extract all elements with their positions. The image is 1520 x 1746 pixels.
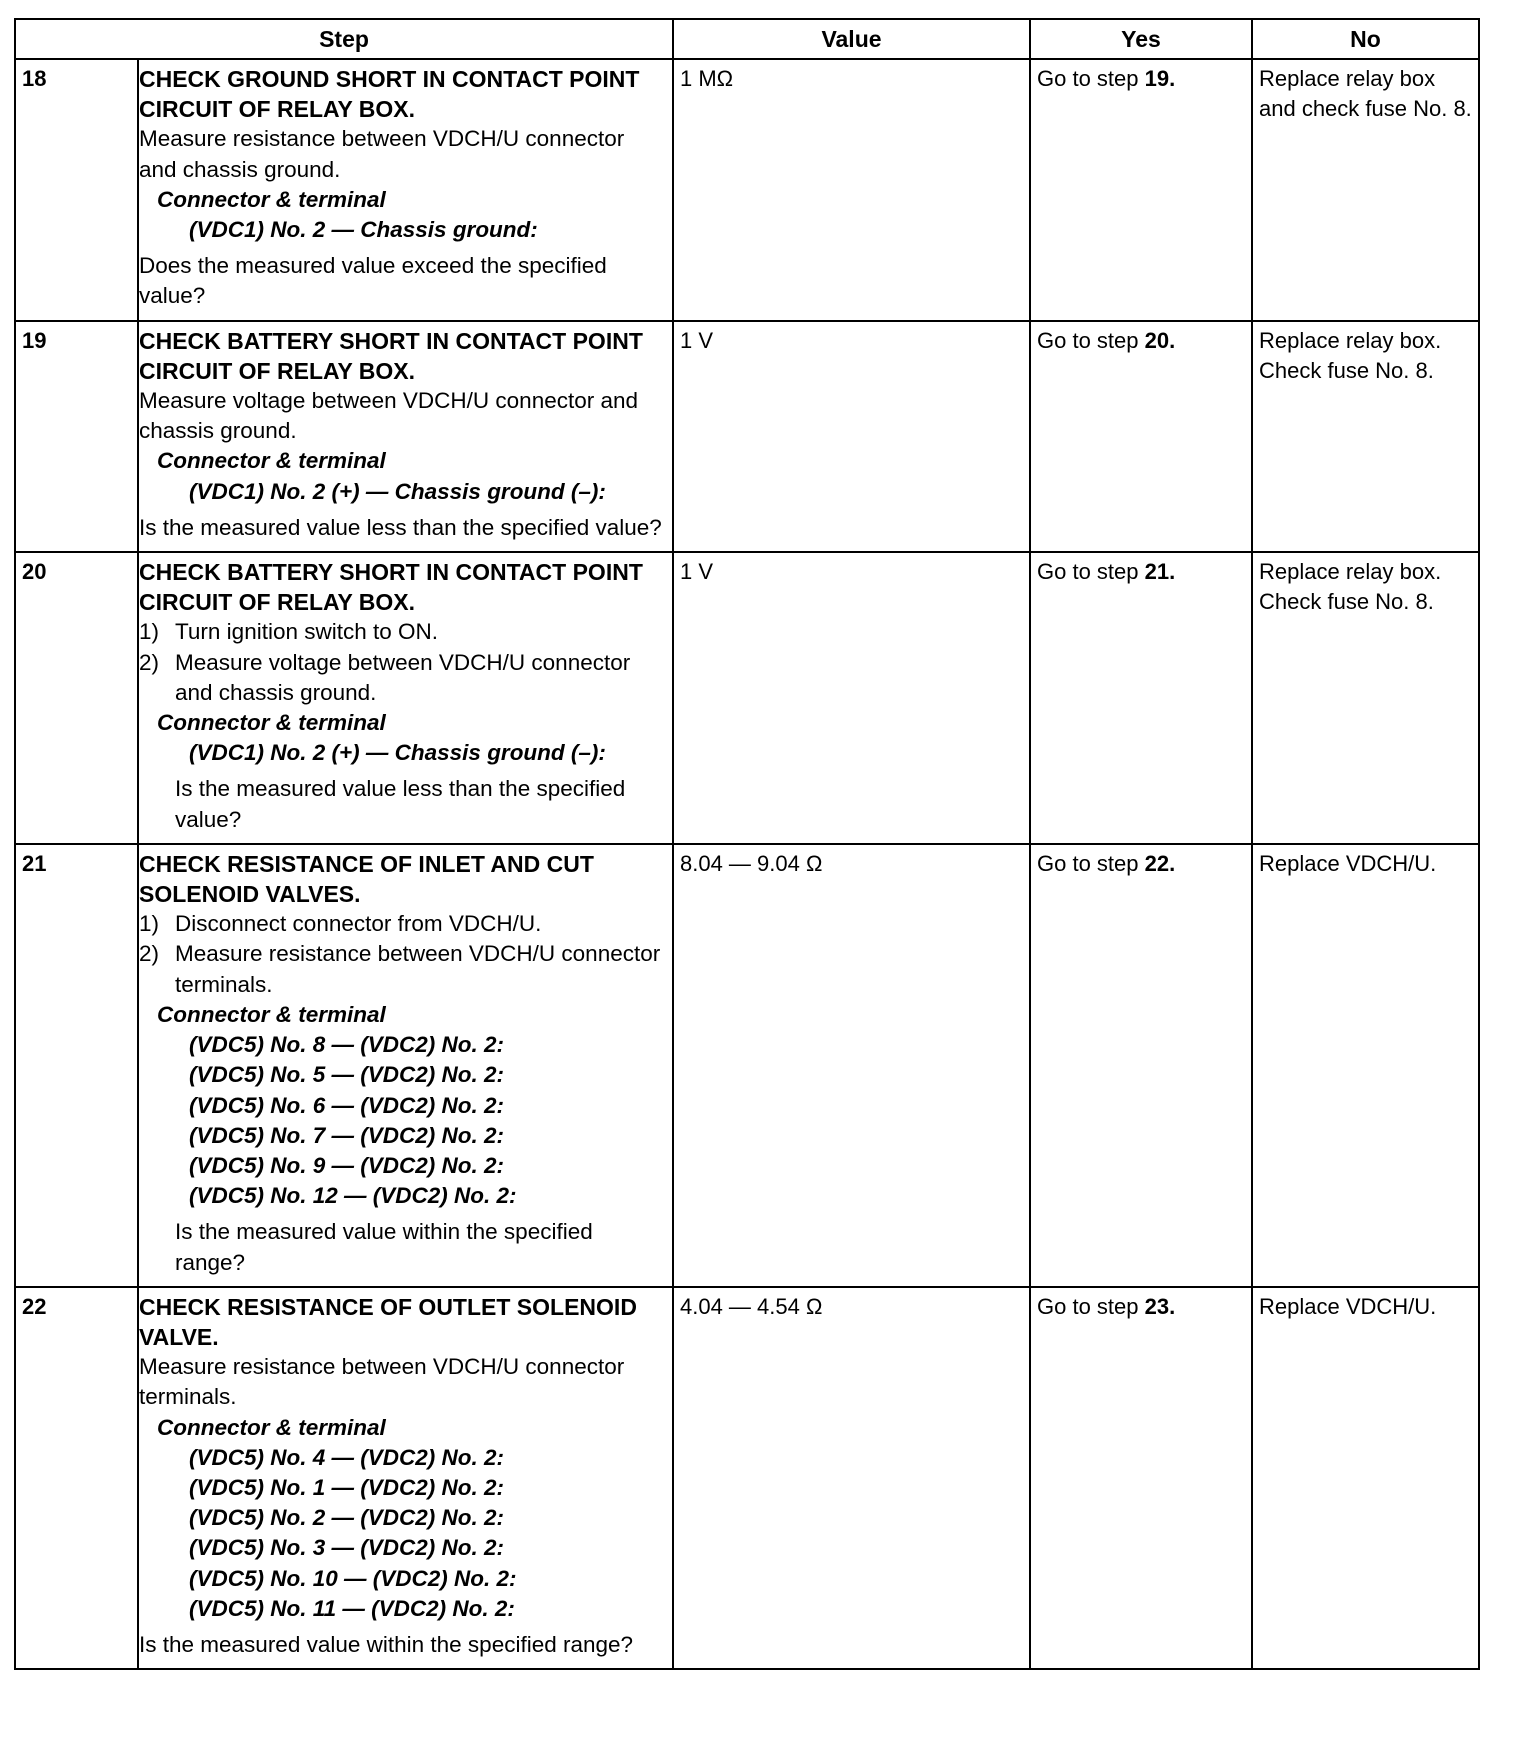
yes-step-ref: 22. xyxy=(1144,850,1176,876)
yes-prefix: Go to step xyxy=(1037,1293,1145,1319)
sub-step-text: Turn ignition switch to ON. xyxy=(175,619,439,645)
yes-text xyxy=(1031,845,1251,879)
step-number: 21 xyxy=(15,844,138,1287)
sub-step-number: 1) xyxy=(139,619,160,645)
yes-text xyxy=(1031,60,1251,94)
terminal-spec: (VDC1) No. 2 (+) — Chassis ground (–): xyxy=(189,478,606,504)
step-title: CHECK RESISTANCE OF OUTLET SOLENOID VALVE. xyxy=(139,1293,637,1350)
no-cell xyxy=(1252,321,1479,552)
yes-text xyxy=(1031,553,1251,587)
step-description xyxy=(138,552,673,844)
connector-label: Connector & terminal xyxy=(157,1001,386,1027)
yes-cell xyxy=(1030,552,1252,844)
step-question: Is the measured value less than the specified value? xyxy=(175,776,626,832)
yes-step-ref: 23. xyxy=(1144,1293,1176,1319)
step-question: Is the measured value within the specified range? xyxy=(175,1219,593,1275)
table-row xyxy=(15,844,1479,1287)
step-number: 20 xyxy=(15,552,138,844)
yes-cell xyxy=(1030,59,1252,321)
no-cell xyxy=(1252,1287,1479,1669)
step-title: CHECK RESISTANCE OF INLET AND CUT SOLENOID VALVES. xyxy=(139,850,594,908)
value-text: 4.04 — 4.54 Ω xyxy=(680,1293,823,1319)
step-question: Is the measured value less than the specified value? xyxy=(139,514,662,540)
step-question: Does the measured value exceed the specified value? xyxy=(139,253,607,309)
step-intro: Measure voltage between VDCH/U connector and chassis ground. xyxy=(139,388,639,444)
terminal-spec: (VDC5) No. 11 — (VDC2) No. 2: xyxy=(189,1595,515,1621)
sub-step-list xyxy=(139,909,666,1000)
step-description xyxy=(138,59,673,321)
yes-cell xyxy=(1030,844,1252,1287)
connector-label: Connector & terminal xyxy=(157,710,386,736)
sub-step xyxy=(139,909,666,939)
value-cell xyxy=(673,552,1030,844)
step-description xyxy=(138,1287,673,1669)
yes-step-ref: 20. xyxy=(1144,327,1176,353)
step-intro: Measure resistance between VDCH/U connector terminals. xyxy=(139,1354,625,1410)
no-text: Replace VDCH/U. xyxy=(1259,850,1437,876)
sub-step-number: 2) xyxy=(139,941,160,967)
yes-step-ref: 21. xyxy=(1144,559,1176,585)
sub-step xyxy=(139,939,666,999)
yes-prefix: Go to step xyxy=(1037,559,1145,585)
yes-text xyxy=(1031,1288,1251,1322)
sub-step-number: 2) xyxy=(139,649,160,675)
value-text: 1 MΩ xyxy=(680,66,734,91)
terminal-spec: (VDC5) No. 2 — (VDC2) No. 2: xyxy=(189,1505,505,1531)
value-text: 1 V xyxy=(680,559,714,585)
step-title: CHECK BATTERY SHORT IN CONTACT POINT CIRCUIT OF RELAY BOX. xyxy=(139,559,643,616)
header-step: Step xyxy=(15,19,673,59)
header-no: No xyxy=(1252,19,1479,59)
sub-step-number: 1) xyxy=(139,911,160,937)
no-text: Replace relay box. Check fuse No. 8. xyxy=(1259,327,1442,383)
yes-step-ref: 19. xyxy=(1144,66,1176,91)
connector-label: Connector & terminal xyxy=(157,186,386,212)
table-row xyxy=(15,1287,1479,1669)
step-intro: Measure resistance between VDCH/U connector and chassis ground. xyxy=(139,126,625,182)
no-text: Replace relay box. Check fuse No. 8. xyxy=(1259,559,1442,615)
connector-label: Connector & terminal xyxy=(157,1414,386,1440)
terminal-spec: (VDC5) No. 7 — (VDC2) No. 2: xyxy=(189,1122,505,1148)
no-text: Replace VDCH/U. xyxy=(1259,1293,1437,1319)
yes-prefix: Go to step xyxy=(1037,850,1145,876)
sub-step-text: Measure resistance between VDCH/U connector terminals. xyxy=(175,941,661,997)
terminal-spec: (VDC5) No. 6 — (VDC2) No. 2: xyxy=(189,1092,505,1118)
terminal-spec: (VDC5) No. 3 — (VDC2) No. 2: xyxy=(189,1535,505,1561)
value-text: 8.04 — 9.04 Ω xyxy=(680,850,823,876)
step-number: 18 xyxy=(15,59,138,321)
value-text: 1 V xyxy=(680,327,714,353)
value-cell xyxy=(673,1287,1030,1669)
terminal-spec: (VDC5) No. 9 — (VDC2) No. 2: xyxy=(189,1152,505,1178)
connector-label: Connector & terminal xyxy=(157,448,386,474)
yes-cell xyxy=(1030,321,1252,552)
no-text: Replace relay box and check fuse No. 8. xyxy=(1259,66,1472,122)
header-value: Value xyxy=(673,19,1030,59)
step-question: Is the measured value within the specified range? xyxy=(139,1631,634,1657)
diagnostic-table xyxy=(14,18,1480,1670)
header-row xyxy=(15,19,1479,59)
no-cell xyxy=(1252,552,1479,844)
step-title: CHECK GROUND SHORT IN CONTACT POINT CIRCUIT OF RELAY BOX. xyxy=(139,66,640,123)
sub-step-list xyxy=(139,617,666,708)
table-row xyxy=(15,59,1479,321)
step-description xyxy=(138,844,673,1287)
step-number: 19 xyxy=(15,321,138,552)
sub-step xyxy=(139,617,666,647)
header-yes: Yes xyxy=(1030,19,1252,59)
step-title: CHECK BATTERY SHORT IN CONTACT POINT CIRCUIT OF RELAY BOX. xyxy=(139,327,643,384)
value-cell xyxy=(673,59,1030,321)
sub-step-text: Disconnect connector from VDCH/U. xyxy=(175,911,542,937)
value-cell xyxy=(673,321,1030,552)
terminal-spec: (VDC5) No. 12 — (VDC2) No. 2: xyxy=(189,1183,517,1209)
table-row xyxy=(15,321,1479,552)
no-cell xyxy=(1252,59,1479,321)
sub-step xyxy=(139,648,666,708)
terminal-spec: (VDC5) No. 8 — (VDC2) No. 2: xyxy=(189,1032,505,1058)
sub-step-text: Measure voltage between VDCH/U connector and chassis ground. xyxy=(175,649,631,705)
terminal-spec: (VDC1) No. 2 (+) — Chassis ground (–): xyxy=(189,740,606,766)
table-row xyxy=(15,552,1479,844)
yes-prefix: Go to step xyxy=(1037,66,1145,91)
yes-text xyxy=(1031,322,1251,356)
value-cell xyxy=(673,844,1030,1287)
yes-prefix: Go to step xyxy=(1037,327,1145,353)
terminal-spec: (VDC1) No. 2 — Chassis ground: xyxy=(189,217,538,243)
step-description xyxy=(138,321,673,552)
step-number: 22 xyxy=(15,1287,138,1669)
yes-cell xyxy=(1030,1287,1252,1669)
terminal-spec: (VDC5) No. 4 — (VDC2) No. 2: xyxy=(189,1444,505,1470)
no-cell xyxy=(1252,844,1479,1287)
terminal-spec: (VDC5) No. 5 — (VDC2) No. 2: xyxy=(189,1062,505,1088)
terminal-spec: (VDC5) No. 1 — (VDC2) No. 2: xyxy=(189,1474,505,1500)
terminal-spec: (VDC5) No. 10 — (VDC2) No. 2: xyxy=(189,1565,517,1591)
